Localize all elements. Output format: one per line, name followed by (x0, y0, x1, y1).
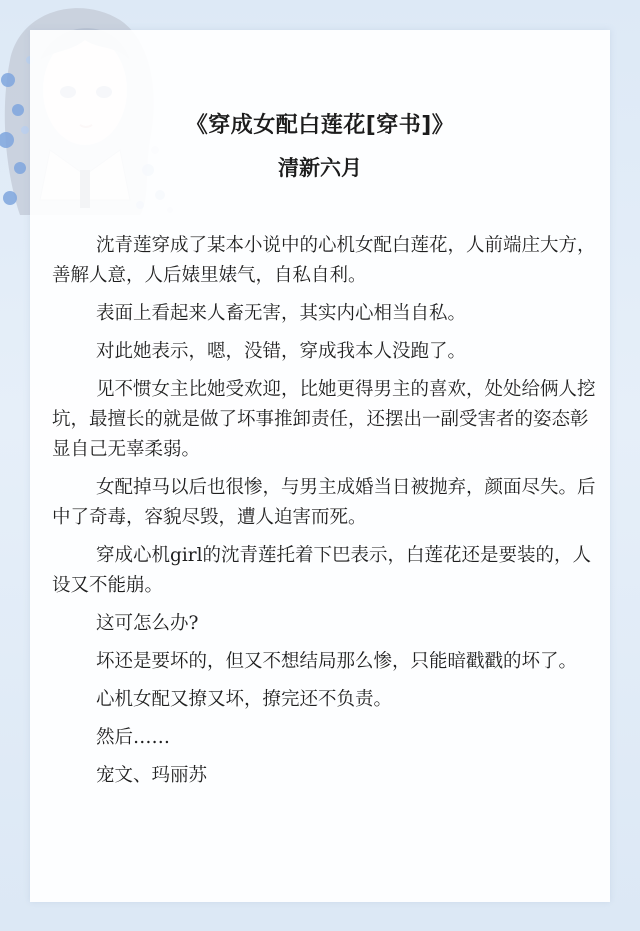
synopsis-paragraph: 坏还是要坏的，但又不想结局那么惨，只能暗戳戳的坏了。 (96, 651, 578, 672)
synopsis-paragraph: 沈青莲穿成了某本小说中的心机女配白莲花，人前端庄大方，善解人意，人后婊里婊气，自私自利。 (52, 235, 596, 286)
synopsis-paragraph: 见不惯女主比她受欢迎，比她更得男主的喜欢，处处给俩人挖坑，最擅长的就是做了坏事推卸责任，还摆出一副受害者的姿态彰显自己无辜柔弱。 (52, 379, 596, 460)
synopsis-paragraph: 心机女配又撩又坏，撩完还不负责。 (96, 689, 393, 710)
synopsis-paragraph: 穿成心机girl的沈青莲托着下巴表示，白莲花还是要装的，人设又不能崩。 (52, 545, 592, 596)
synopsis-paragraph: 女配掉马以后也很惨，与男主成婚当日被抛弃，颜面尽失。后中了奇毒，容貌尽毁，遭人迫害而死。 (52, 477, 596, 528)
book-author: 清新六月 (278, 156, 362, 180)
synopsis-paragraph: 这可怎么办? (96, 613, 199, 634)
synopsis-paragraph: 宠文、玛丽苏 (96, 765, 208, 786)
synopsis-paragraph: 对此她表示，嗯，没错，穿成我本人没跑了。 (96, 341, 467, 362)
synopsis-paragraph: 表面上看起来人畜无害，其实内心相当自私。 (96, 303, 467, 324)
synopsis-paragraph: 然后…… (96, 727, 171, 748)
book-title: 《穿成女配白莲花[穿书]》 (185, 113, 455, 138)
synopsis-body (52, 231, 600, 799)
